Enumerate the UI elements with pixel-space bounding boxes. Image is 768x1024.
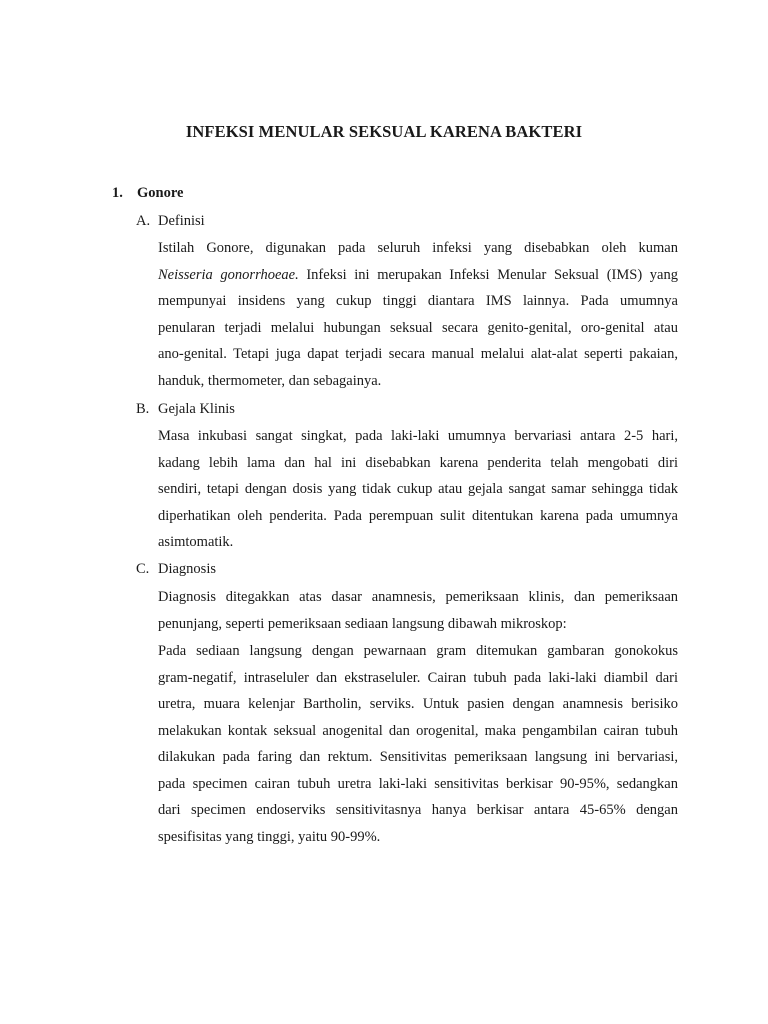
paragraph-diagnosis-intro (158, 584, 678, 637)
paragraph-line: spesifisitas yang tinggi, yaitu 90-99%. (158, 828, 381, 845)
paragraph-line: pada specimen cairan tubuh uretra laki-laki sensitivitas berkisar 90-95%, sedangkan (158, 775, 678, 792)
paragraph-line: uretra, muara kelenjar Bartholin, serviks. Untuk pasien dengan anamnesis berisiko (158, 696, 678, 712)
paragraph-line: Pada sediaan langsung dengan pewarnaan gram ditemukan gambaran gonokokus (158, 643, 678, 659)
italic-term: Neisseria gonorrhoeae. (158, 266, 299, 283)
paragraph-line: kadang lebih lama dan hal ini disebabkan karena penderita telah mengobati diri (158, 454, 678, 471)
paragraph-line (158, 262, 678, 289)
subsection-heading-gejala-klinis (136, 401, 235, 418)
subsection-heading-diagnosis (136, 561, 216, 578)
paragraph-line: penularan terjadi melalui hubungan seksual secara genito-genital, oro-genital atau (158, 319, 678, 336)
section-heading-gonore (112, 185, 183, 202)
paragraph-line: dari specimen endoserviks sensitivitasnya hanya berkisar antara 45-65% dengan (158, 802, 678, 818)
subsection-heading-definisi (136, 213, 205, 230)
paragraph-line: Diagnosis ditegakkan atas dasar anamnesis, pemeriksaan klinis, dan pemeriksaan (158, 589, 678, 605)
section-title: Gonore (137, 185, 184, 201)
paragraph-line: asimtomatik. (158, 534, 234, 550)
subsection-letter: B. (136, 401, 150, 417)
paragraph-line: gram-negatif, intraseluler dan ekstraseluler. Cairan tubuh pada laki-laki diambil dari (158, 669, 678, 686)
paragraph-line: ano-genital. Tetapi juga dapat terjadi secara manual melalui alat-alat seperti pakaian, (158, 346, 678, 362)
paragraph-line-rest: Infeksi ini merupakan Infeksi Menular Seksual (IMS) yang (298, 266, 678, 283)
paragraph-line: Masa inkubasi sangat singkat, pada laki-laki umumnya bervariasi antara 2-5 hari, (158, 428, 678, 444)
paragraph-line: sendiri, tetapi dengan dosis yang tidak cukup atau gejala sangat samar sehingga tidak (158, 481, 678, 497)
paragraph-gejala-klinis (158, 423, 678, 556)
paragraph-definisi (158, 235, 678, 394)
subsection-letter: C. (136, 561, 150, 577)
paragraph-line: penunjang, seperti pemeriksaan sediaan langsung dibawah mikroskop: (158, 615, 567, 632)
subsection-title: Diagnosis (158, 561, 216, 577)
subsection-title: Definisi (158, 213, 205, 229)
subsection-letter: A. (136, 213, 151, 229)
subsection-title: Gejala Klinis (158, 401, 235, 417)
paragraph-line: Istilah Gonore, digunakan pada seluruh infeksi yang disebabkan oleh kuman (158, 240, 678, 256)
section-number: 1. (112, 185, 123, 201)
paragraph-line: handuk, thermometer, dan sebagainya. (158, 372, 382, 389)
paragraph-line: diperhatikan oleh penderita. Pada perempuan sulit ditentukan karena pada umumnya (158, 507, 678, 524)
paragraph-line: melakukan kontak seksual anogenital dan orogenital, maka pengambilan cairan tubuh (158, 722, 678, 739)
paragraph-diagnosis-detail (158, 638, 678, 850)
paragraph-line: mempunyai insidens yang cukup tinggi diantara IMS lainnya. Pada umumnya (158, 293, 678, 309)
document-title: INFEKSI MENULAR SEKSUAL KARENA BAKTERI (185, 122, 583, 141)
paragraph-line: dilakukan pada faring dan rektum. Sensitivitas pemeriksaan langsung ini bervariasi, (158, 749, 678, 765)
